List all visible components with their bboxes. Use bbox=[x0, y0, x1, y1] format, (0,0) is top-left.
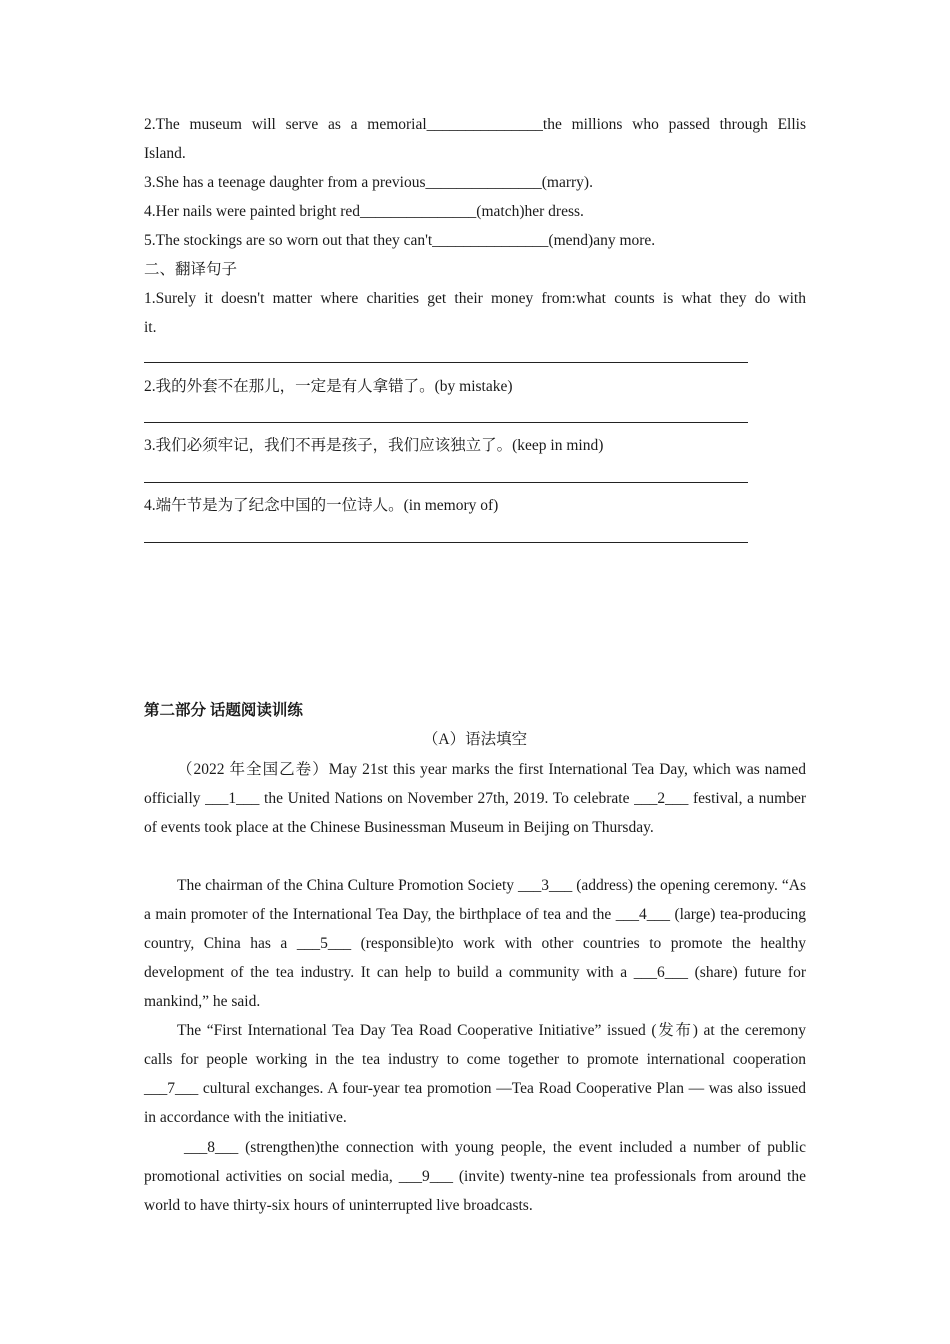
paragraph-3: The “First International Tea Day Tea Road Cooperative Initiative” issued (发布) at the ceremony calls for people working in the tea industry to come together to promote international cooperation ___7___ cultural exchanges. A four-year tea promotion —Tea Road Cooperative Plan — was also issued in accordance with the initiative. bbox=[144, 1022, 806, 1126]
translation-q3: 3.我们必须牢记，我们不再是孩子，我们应该独立了。(keep in mind) bbox=[144, 437, 604, 454]
paragraph-1: （2022 年全国乙卷）May 21st this year marks the first International Tea Day, which was named officially ___1___ the United Nations on November 27th, 2019. To celebrate ___2___ festival, a number of events took place at the Chinese Businessman Museum in Beijing on Thursday. bbox=[144, 761, 806, 836]
translation-q4: 4.端午节是为了纪念中国的一位诗人。(in memory of) bbox=[144, 497, 499, 514]
paragraph-4: ___8___ (strengthen)the connection with young people, the event included a number of public promotional activities on social media, ___9___ (invite) twenty-nine tea professionals from around the world to have thirty-six hours of uninterrupted live broadcasts. bbox=[144, 1139, 806, 1214]
answer-line-1 bbox=[144, 362, 748, 363]
exercise-item-2-line1: 2.The museum will serve as a memorial_______________the millions who passed through Ellis bbox=[144, 116, 806, 133]
answer-line-3 bbox=[144, 482, 748, 483]
exercise-item-5: 5.The stockings are so worn out that they can't_______________(mend)any more. bbox=[144, 232, 656, 249]
translation-q2: 2.我的外套不在那儿，一定是有人拿错了。(by mistake) bbox=[144, 378, 513, 395]
paragraph-2: The chairman of the China Culture Promotion Society ___3___ (address) the opening ceremony. “As a main promoter of the International Tea Day, the birthplace of tea and the ___4___ (large) tea-producing country, China has a ___5___ (responsible)to work with other countries to promote the healthy development of the tea industry. It can help to build a community with a ___6___ (share) future for mankind,” he said. bbox=[144, 877, 806, 1010]
exercise-item-2-line2: Island. bbox=[144, 145, 186, 162]
translation-q1-line1: 1.Surely it doesn't matter where charities get their money from:what counts is what they do with bbox=[144, 290, 806, 307]
translation-q1-line2: it. bbox=[144, 319, 157, 336]
answer-line-2 bbox=[144, 422, 748, 423]
translation-heading: 二、翻译句子 bbox=[144, 261, 238, 278]
exercise-item-4: 4.Her nails were painted bright red_______________(match)her dress. bbox=[144, 203, 584, 220]
answer-line-4 bbox=[144, 542, 748, 543]
exercise-item-3: 3.She has a teenage daughter from a previous_______________(marry). bbox=[144, 174, 593, 191]
part2-heading: 第二部分 话题阅读训练 bbox=[144, 702, 303, 719]
part2-subheading: （A）语法填空 bbox=[422, 731, 528, 748]
